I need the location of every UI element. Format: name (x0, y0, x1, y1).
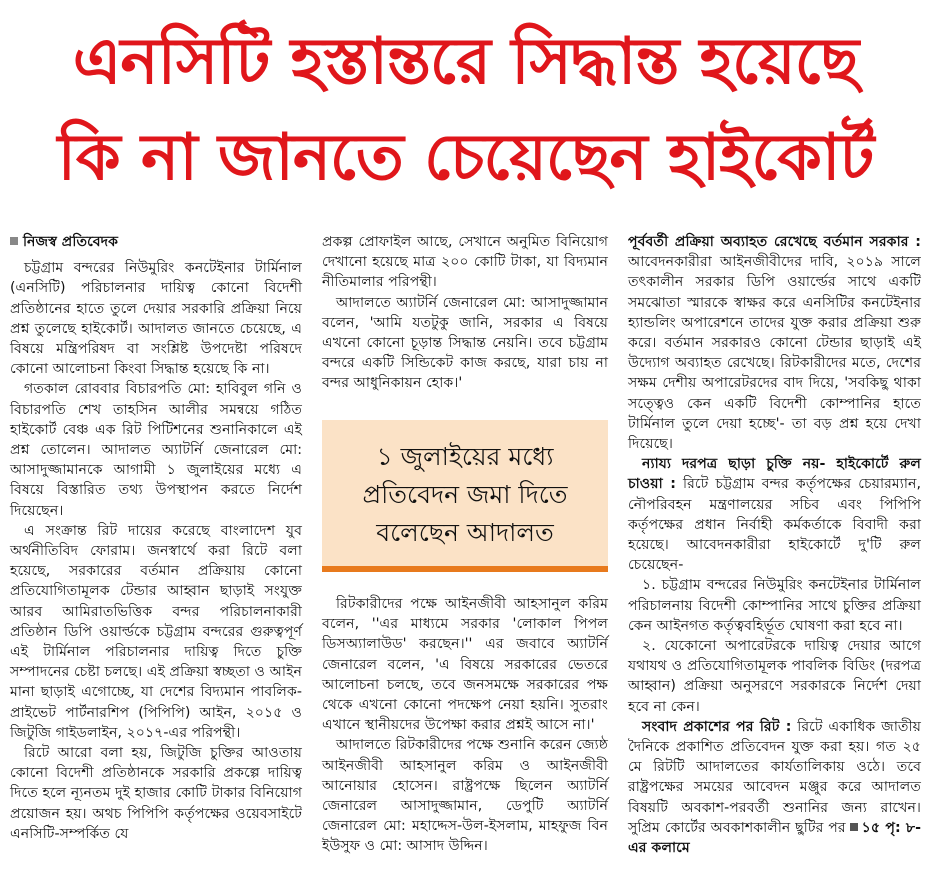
article-column-1 (10, 232, 302, 844)
headline-line-1: এনসিটি হস্তান্তরে সিদ্ধান্ত হয়েছে (72, 25, 859, 99)
paragraph-text: আবেদনকারীরা আইনজীবীদের দাবি, ২০১৯ সালে তৎকালীন সরকার ডিপি ওয়ার্ল্ডের সাথে একটি সমঝোতা স্মারকে স্বাক্ষর করে এনসিটির কনটেইনার হ্যান্ডলিং অপারেশনে তাদের যুক্ত করার প্রক্রিয়া শুরু করে। বর্তমান সরকারও কোনো টেন্ডার ছাড়াই এই উদ্যোগ অব্যাহত রেখেছে। রিটকারীদের মতে, দেশের সক্ষম দেশীয় অপারেটরদের বাদ দিয়ে, 'সবকিছু থাকা সত্ত্বেও কেন একটি বিদেশী কোম্পানির হাতে টার্মিনাল তুলে দেয়া হচ্ছে'- তা বড় প্রশ্ন হয়ে দেখা দিয়েছে। (628, 254, 921, 453)
paragraph: আদালতে রিটকারীদের পক্ষে শুনানি করেন জ্যেষ্ঠ আইনজীবী আহসানুল করিম ও আইনজীবী আনোয়ার হোসেন। রাষ্ট্রপক্ষে ছিলেন অ্যাটর্নি জেনারেল আসাদুজ্জামান, ডেপুটি অ্যাটর্নি জেনারেল মো: মহাদ্দেস-উল-ইসলাম, মাহফুজ বিন ইউসুফ ও মো: আসাদ উদ্দিন। (322, 737, 608, 855)
pull-quote (322, 420, 608, 572)
paragraph: প্রকল্প প্রোফাইল আছে, সেখানে অনুমিত বিনিয়োগ দেখানো হয়েছে মাত্র ২০০ কোটি টাকা, যা বিদ্যমান নীতিমালার পরিপন্থী। (322, 234, 608, 291)
headline-line-2: কি না জানতে চেয়েছেন হাইকোর্ট (57, 121, 874, 195)
paragraph: রিটকারীদের পক্ষে আইনজীবী আহসানুল করিম বলেন, ''এর মাধ্যমে সরকার 'লোকাল পিপল ডিসঅ্যালাউড' করছেন।'' এর জবাবে অ্যাটর্নি জেনারেল বলেন, 'এ বিষয়ে সরকারের ভেতরে আলোচনা চলছে, তবে জনসমক্ষে সরকারের পক্ষ থেকে এখনো কোনো পদক্ষেপ নেয়া হয়নি। সুতরাং এখানে স্থানীয়দের উপেক্ষা করার প্রশ্নই আসে না।' (322, 596, 608, 734)
subheading: সংবাদ প্রকাশের পর রিট : (642, 718, 792, 735)
square-bullet-icon (850, 823, 858, 831)
article-column-2-top (322, 232, 608, 394)
headline (0, 14, 931, 206)
paragraph: ২. যেকোনো অপারেটরকে দায়িত্ব দেয়ার আগে যথাযথ ও প্রতিযোগিতামূলক পাবলিক বিডিং (দরপত্র আহ্বান) প্রক্রিয়া অনুসরণে সরকারকে নির্দেশ দেয়া হবে না কেন। (628, 638, 921, 715)
paragraph: রিটে আরো বলা হয়, জিটুজি চুক্তির আওতায় কোনো বিদেশী প্রতিষ্ঠানকে সরকারি প্রকল্পে দায়িত্ব দিতে হলে ন্যূনতম দুই হাজার কোটি টাকার বিনিয়োগ প্রয়োজন হয়। অথচ পিপিপি কর্তৃপক্ষের ওয়েবসাইটে এনসিটি-সম্পর্কিত যে (10, 745, 302, 842)
subheading: ন্যায্য দরপত্র ছাড়া চুক্তি নয়- হাইকোর্টে রুল চাওয়া : (628, 456, 921, 493)
byline (10, 232, 302, 252)
square-bullet-icon (10, 237, 18, 245)
article-column-3 (628, 232, 921, 858)
paragraph-text: রিটে চট্টগ্রাম বন্দর কর্তৃপক্ষের চেয়ারম্যান, নৌপরিবহন মন্ত্রণালয়ের সচিব এবং পিপিপি কর্তৃপক্ষের প্রধান নির্বাহী কর্মকর্তাকে বিবাদী করা হয়েছে। আবেদনকারীরা হাইকোর্টে দু'টি রুল চেয়েছেন- (628, 476, 921, 574)
subheading: পূর্ববর্তী প্রক্রিয়া অব্যাহত রেখেছে বর্তমান সরকার : (628, 234, 921, 250)
paragraph: ১. চট্টগ্রাম বন্দরের নিউমুরিং কনটেইনার টার্মিনাল পরিচালনায় বিদেশী কোম্পানির সাথে চুক্তির প্রক্রিয়া কেন আইনগত কর্তৃত্ববহির্ভূত ঘোষণা করা হবে না। (628, 577, 921, 634)
paragraph: এ সংক্রান্ত রিট দায়ের করেছে বাংলাদেশ যুব অর্থনীতিবিদ ফোরাম। জনস্বার্থে করা রিটে বলা হয়েছে, সরকারের বর্তমান প্রক্রিয়ায় কোনো প্রতিযোগিতামূলক টেন্ডার আহ্বান ছাড়াই সংযুক্ত আরব আমিরাতভিত্তিক বন্দর পরিচালনাকারী প্রতিষ্ঠান ডিপি ওয়ার্ল্ডকে চট্টগ্রাম বন্দরের গুরুত্বপূর্ণ এই টার্মিনাল পরিচালনার দায়িত্ব দিতে চুক্তি সম্পাদনের চেষ্টা চলছে। এই প্রক্রিয়া স্বচ্ছতা ও আইন মানা ছাড়াই এগোচ্ছে, যা দেশের বিদ্যমান পাবলিক-প্রাইভেট পার্টনারশিপ (পিপিপি) আইন, ২০১৫ ও জিটুজি গাইডলাইন, ২০১৭-এর পরিপন্থী। (10, 522, 302, 741)
continuation-text: ১৫ পৃ: ৮-এর কলামে (628, 819, 921, 857)
paragraph: গতকাল রোববার বিচারপতি মো: হাবিবুল গনি ও বিচারপতি শেখ তাহসিন আলীর সমন্বয়ে গঠিত হাইকোর্ট বেঞ্চ এক রিট পিটিশনের শুনানিকালে এই প্রশ্ন তোলেন। আদালত অ্যাটর্নি জেনারেল মো: আসাদুজ্জামানকে আগামী ১ জুলাইয়ের মধ্যে এ বিষয়ে বিস্তারিত তথ্য উপস্থাপন করতে নির্দেশ দিয়েছেন। (10, 381, 302, 519)
paragraph: চট্টগ্রাম বন্দরের নিউমুরিং কনটেইনার টার্মিনাল (এনসিটি) পরিচালনার দায়িত্ব কোনো বিদেশী প্রতিষ্ঠানের হাতে তুলে দেয়ার সরকারি প্রক্রিয়া নিয়ে প্রশ্ন তুলেছে হাইকোর্ট। আদালত জানতে চেয়েছে, এ বিষয়ে মন্ত্রিপরিষদ বা সংশ্লিষ্ট উপদেষ্টা পরিষদে কোনো আলোচনা কিংবা সিদ্ধান্ত হয়েছে কি না। (10, 260, 302, 378)
byline-text: নিজস্ব প্রতিবেদক (23, 234, 119, 250)
paragraph (628, 454, 921, 575)
paragraph-text: রিটে একাধিক জাতীয় দৈনিকে প্রকাশিত প্রতিবেদন যুক্ত করা হয়। গত ২৫ মে রিটটি আদালতের কার্যতালিকায় ওঠে। তবে রাষ্ট্রপক্ষের সময়ের আবেদন মঞ্জুর করে আদালত বিষয়টি অবকাশ-পরবর্তী শুনানির জন্য রাখেন। সুপ্রিম কোর্টের অবকাশকালীন ছুটির পর (628, 718, 921, 836)
paragraph (628, 717, 921, 858)
paragraph: আদালতে অ্যাটর্নি জেনারেল মো: আসাদুজ্জামান বলেন, 'আমি যতটুকু জানি, সরকার এ বিষয়ে এখনো কোনো চূড়ান্ত সিদ্ধান্ত নেয়নি। তবে চট্টগ্রাম বন্দরে একটি সিন্ডিকেট কাজ করছে, যারা চায় না বন্দর আধুনিকায়ন হোক।' (322, 294, 608, 392)
article-column-2-bottom (322, 594, 608, 857)
paragraph (628, 232, 921, 454)
pull-quote-text: ১ জুলাইয়ের মধ্যে প্রতিবেদন জমা দিতে বলেছেন আদালত (362, 442, 568, 547)
